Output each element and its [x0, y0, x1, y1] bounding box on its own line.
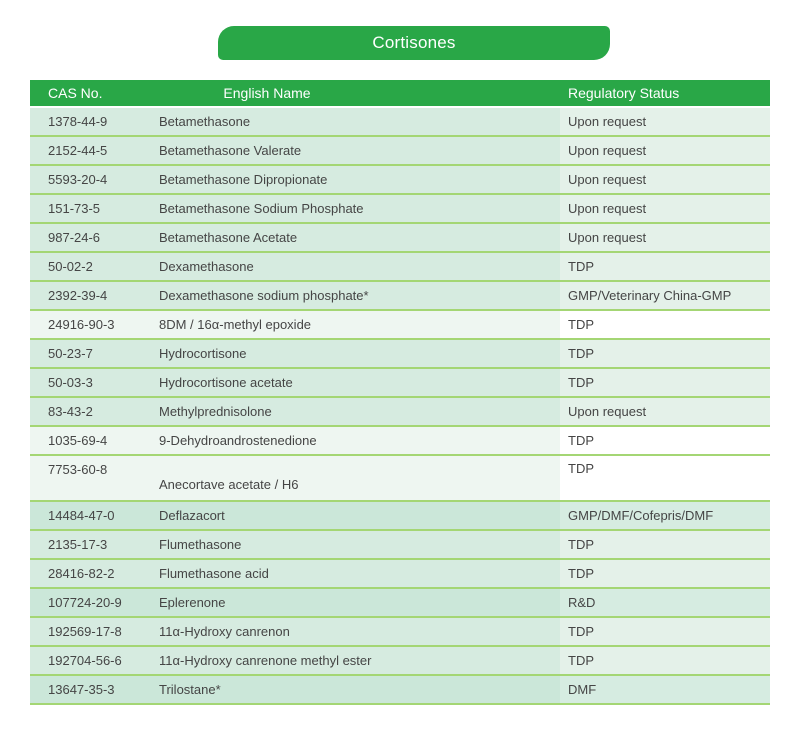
col-header-cas: CAS No.	[48, 85, 103, 101]
table-row	[30, 369, 770, 398]
cas-cell: 50-03-3	[48, 375, 93, 390]
table-row	[30, 502, 770, 531]
table-row	[30, 282, 770, 311]
status-cell: TDP	[560, 340, 770, 367]
cas-cell: 2392-39-4	[48, 288, 108, 303]
cas-cell: 107724-20-9	[48, 595, 122, 610]
table-row	[30, 456, 770, 502]
table-row	[30, 398, 770, 427]
table-row	[30, 137, 770, 166]
status-cell: TDP	[560, 456, 770, 500]
table-row	[30, 589, 770, 618]
status-cell: TDP	[560, 647, 770, 674]
status-cell: GMP/DMF/Cofepris/DMF	[560, 502, 770, 529]
cas-cell: 50-02-2	[48, 259, 93, 274]
status-cell: Upon request	[560, 398, 770, 425]
status-cell: Upon request	[560, 108, 770, 135]
cas-cell: 192704-56-6	[48, 653, 122, 668]
status-cell: R&D	[560, 589, 770, 616]
name-cell: Flumethasone acid	[159, 566, 269, 581]
cas-cell: 28416-82-2	[48, 566, 115, 581]
name-cell: Betamethasone Dipropionate	[159, 172, 328, 187]
name-cell: Flumethasone	[159, 537, 242, 552]
table-row	[30, 560, 770, 589]
table-row	[30, 618, 770, 647]
status-cell: TDP	[560, 253, 770, 280]
name-cell: Betamethasone	[159, 114, 251, 129]
cas-cell: 13647-35-3	[48, 682, 115, 697]
name-cell: Hydrocortisone acetate	[159, 375, 293, 390]
table-row	[30, 224, 770, 253]
cas-cell: 14484-47-0	[48, 508, 115, 523]
name-cell: Trilostane*	[159, 682, 221, 697]
name-cell: Hydrocortisone	[159, 346, 247, 361]
status-cell: GMP/Veterinary China-GMP	[560, 282, 770, 309]
name-cell: Betamethasone Sodium Phosphate	[159, 201, 364, 216]
status-cell: Upon request	[560, 137, 770, 164]
name-cell: Dexamethasone sodium phosphate*	[159, 288, 369, 303]
name-cell: Eplerenone	[159, 595, 226, 610]
name-cell: 8DM / 16α-methyl epoxide	[159, 317, 312, 332]
status-cell: TDP	[560, 618, 770, 645]
cas-cell: 5593-20-4	[48, 172, 108, 187]
table-row	[30, 676, 770, 705]
name-cell: Deflazacort	[159, 508, 225, 523]
name-cell: Anecortave acetate / H6	[159, 477, 299, 492]
table-row	[30, 253, 770, 282]
status-cell: TDP	[560, 427, 770, 454]
table-row	[30, 311, 770, 340]
cas-cell: 7753-60-8	[48, 462, 108, 477]
table-body	[30, 108, 770, 705]
page-title: Cortisones	[372, 33, 456, 52]
name-cell: Betamethasone Valerate	[159, 143, 302, 158]
cas-cell: 50-23-7	[48, 346, 93, 361]
col-header-name: English Name	[223, 85, 311, 101]
cas-cell: 1035-69-4	[48, 433, 108, 448]
cas-cell: 24916-90-3	[48, 317, 115, 332]
status-cell: Upon request	[560, 224, 770, 251]
table-row	[30, 531, 770, 560]
table-row	[30, 108, 770, 137]
cas-cell: 192569-17-8	[48, 624, 122, 639]
cas-cell: 1378-44-9	[48, 114, 108, 129]
cas-cell: 2152-44-5	[48, 143, 108, 158]
table-row	[30, 647, 770, 676]
table-row	[30, 166, 770, 195]
name-cell: 11α-Hydroxy canrenone methyl ester	[159, 653, 372, 668]
table-row	[30, 195, 770, 224]
name-cell: Methylprednisolone	[159, 404, 272, 419]
table-row	[30, 340, 770, 369]
title-banner	[218, 26, 610, 60]
status-cell: TDP	[560, 369, 770, 396]
cas-cell: 2135-17-3	[48, 537, 108, 552]
product-table	[30, 80, 770, 705]
status-cell: TDP	[560, 560, 770, 587]
col-header-status: Regulatory Status	[568, 85, 680, 101]
name-cell: 9-Dehydroandrostenedione	[159, 433, 317, 448]
status-cell: Upon request	[560, 195, 770, 222]
table-row	[30, 427, 770, 456]
status-cell: Upon request	[560, 166, 770, 193]
cas-cell: 83-43-2	[48, 404, 93, 419]
table-header-row	[30, 80, 770, 106]
name-cell: Betamethasone Acetate	[159, 230, 298, 245]
status-cell: DMF	[560, 676, 770, 703]
status-cell: TDP	[560, 531, 770, 558]
cas-cell: 151-73-5	[48, 201, 101, 216]
name-cell: Dexamethasone	[159, 259, 254, 274]
name-cell: 11α-Hydroxy canrenon	[159, 624, 290, 639]
cas-cell: 987-24-6	[48, 230, 101, 245]
status-cell: TDP	[560, 311, 770, 338]
